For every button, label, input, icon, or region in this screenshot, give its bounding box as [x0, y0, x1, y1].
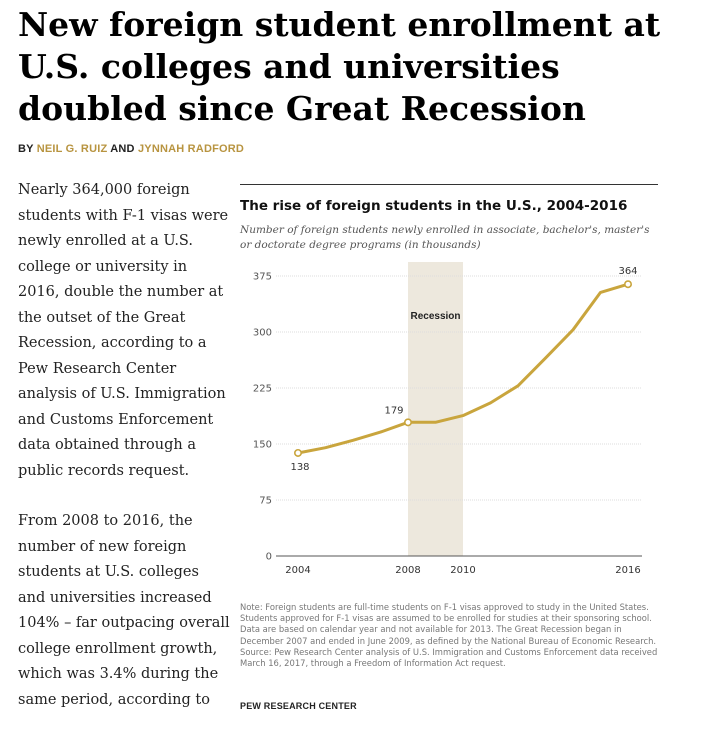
recession-band [408, 262, 463, 556]
byline [18, 143, 244, 155]
byline-and: AND [110, 143, 135, 155]
source-text: Source: Pew Research Center analysis of U.S. Immigration and Customs Enforcement data received March 16, 2017, through a Freedom of Information Act request. [240, 646, 658, 669]
chart-note [240, 602, 660, 669]
article-body [18, 178, 230, 738]
paragraph-1: Nearly 364,000 foreign students with F-1 visas were newly enrolled at a U.S. college or university in 2016, double the number at the outset of the Great Recession, according to a Pew Research Center analysis of U.S. Immigration and Customs Enforcement data obtained through a public records request. [18, 182, 229, 479]
y-tick-label: 150 [252, 439, 272, 451]
y-tick-label: 75 [259, 495, 272, 507]
recession-label: Recession [410, 311, 461, 322]
data-point [405, 419, 411, 425]
x-tick-label: 2008 [395, 565, 421, 576]
y-tick-label: 300 [252, 327, 272, 339]
y-tick-label: 225 [252, 383, 272, 395]
data-point [295, 450, 301, 456]
chart-title: The rise of foreign students in the U.S., 2004-2016 [240, 198, 628, 214]
x-tick-label: 2004 [285, 565, 311, 576]
x-tick-label: 2010 [450, 565, 476, 576]
data-label: 179 [384, 405, 404, 417]
data-point [625, 281, 631, 287]
y-tick-label: 375 [252, 271, 272, 283]
author-link-ruiz[interactable]: NEIL G. RUIZ [36, 143, 108, 155]
x-tick-label: 2016 [615, 565, 641, 576]
chart-subtitle: Number of foreign students newly enrolled in associate, bachelor's, master's or doctorate degree programs (in thousands) [240, 224, 650, 251]
note-text: Note: Foreign students are full-time students on F-1 visas approved to study in the United States. Students approved for F-1 visas are assumed to be enrolled for studies at their sponsoring school. Data are based on calendar year and not available for 2013. The Great Recession began in December 2007 and ended in June 2009, as defined by the National Bureau of Economic Research. [240, 602, 657, 646]
line-chart [240, 258, 660, 583]
y-tick-label: 0 [265, 551, 272, 563]
chart-top-rule [240, 184, 658, 185]
headline: New foreign student enrollment at U.S. colleges and universities doubled since Great Recession [18, 5, 661, 128]
byline-prefix: BY [18, 143, 34, 155]
paragraph-2: From 2008 to 2016, the number of new foreign students at U.S. colleges and universities increased 104% – far outpacing overall college enrollment growth, which was 3.4% during the same period, according to [18, 513, 230, 708]
org-credit: PEW RESEARCH CENTER [240, 701, 357, 711]
data-label: 364 [618, 266, 638, 278]
author-link-radford[interactable]: JYNNAH RADFORD [137, 143, 245, 155]
data-label: 138 [290, 461, 310, 473]
